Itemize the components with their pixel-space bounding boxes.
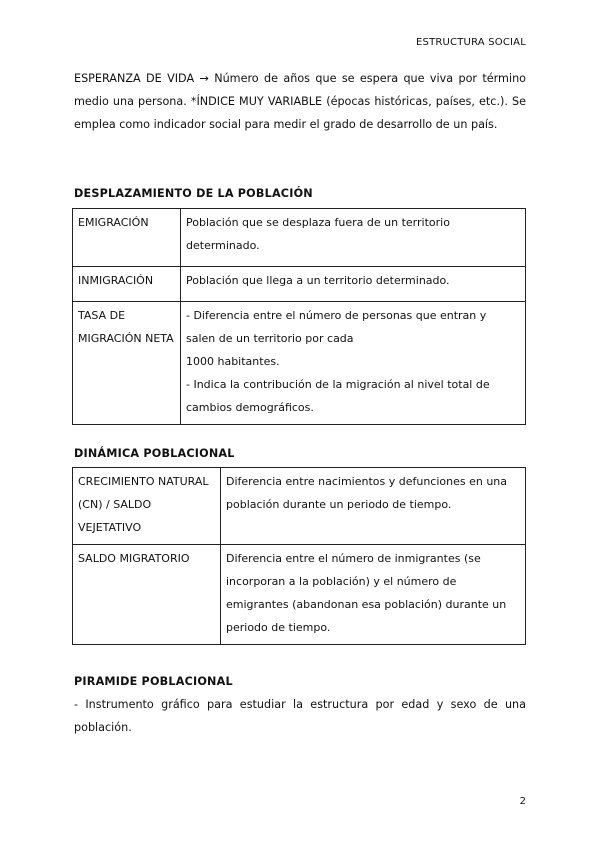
term-cell: INMIGRACIÓN [73, 267, 181, 302]
table-row [73, 267, 526, 302]
definition-cell: Población que llega a un territorio determinado. [181, 267, 526, 302]
definition-line: 1000 habitantes. [186, 355, 280, 368]
piramide-heading: PIRAMIDE POBLACIONAL [74, 675, 233, 688]
definition-cell: Diferencia entre el número de inmigrantes (se incorporan a la población) y el número de emigrantes (abandonan esa población) durante un periodo de tiempo. [221, 545, 526, 645]
term-cell: SALDO MIGRATORIO [73, 545, 221, 645]
definition-line: - Indica la contribución de la migración al nivel total de cambios demográficos. [186, 378, 490, 414]
desplazamiento-heading: DESPLAZAMIENTO DE LA POBLACIÓN [74, 187, 313, 200]
dinamica-table [72, 467, 526, 645]
table-row [73, 209, 526, 267]
page-header-title: ESTRUCTURA SOCIAL [416, 37, 526, 48]
term-cell: TASA DE MIGRACIÓN NETA [73, 302, 181, 425]
dinamica-heading: DINÁMICA POBLACIONAL [74, 447, 235, 460]
term-cell: CRECIMIENTO NATURAL (CN) / SALDO VEJETATIVO [73, 468, 221, 545]
term-cell: EMIGRACIÓN [73, 209, 181, 267]
desplazamiento-table [72, 208, 526, 425]
table-row [73, 468, 526, 545]
definition-cell [181, 302, 526, 425]
definition-line: - Diferencia entre el número de personas que entran y salen de un territorio por cada [186, 309, 487, 345]
piramide-paragraph: - Instrumento gráfico para estudiar la estructura por edad y sexo de una población. [74, 698, 526, 734]
definition-cell: Diferencia entre nacimientos y defunciones en una población durante un periodo de tiempo. [221, 468, 526, 545]
definition-cell: Población que se desplaza fuera de un territorio determinado. [181, 209, 526, 267]
table-row [73, 302, 526, 425]
esperanza-de-vida-paragraph: ESPERANZA DE VIDA → Número de años que se espera que viva por término medio una persona. *ÍNDICE MUY VARIABLE (épocas históricas, países, etc.). Se emplea como indicador social para medir el grado de desarrollo de un país. [74, 72, 526, 131]
page-number: 2 [519, 796, 526, 807]
table-row [73, 545, 526, 645]
